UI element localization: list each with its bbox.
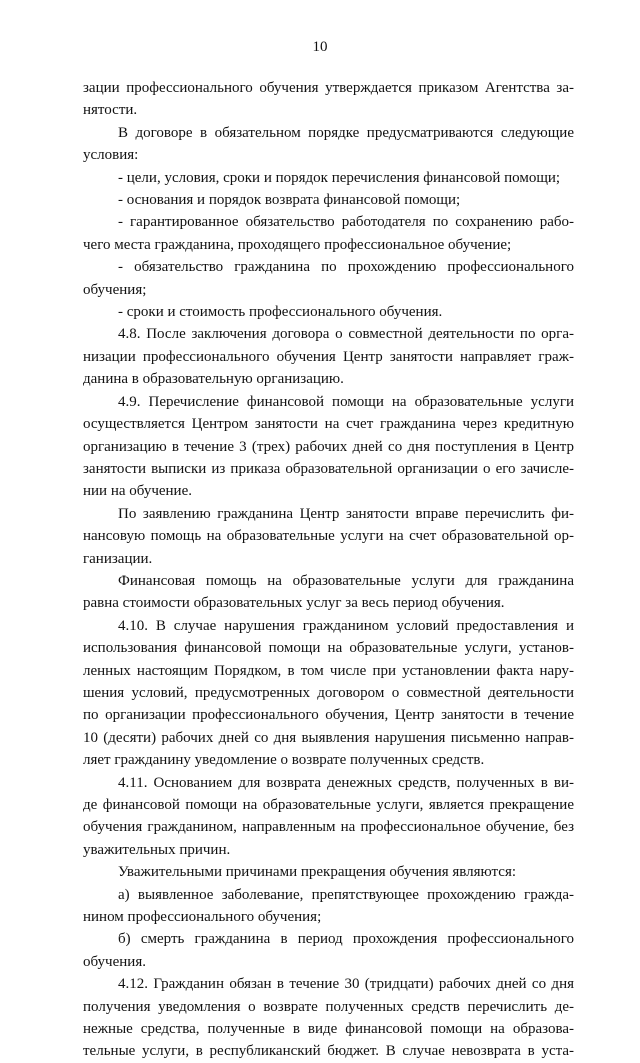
text-line: ленных настоящим Порядком, в том числе при установлении факта нару- (83, 662, 574, 679)
text-line: 4.8. После заключения договора о совместной деятельности по орга- (118, 326, 574, 343)
text-line: а) выявленное заболевание, препятствующее прохождению гражда- (118, 886, 574, 903)
text-line: б) смерть гражданина в период прохождения профессионального (118, 931, 574, 948)
text-line: данина в образовательную организацию. (83, 371, 344, 388)
text-line: - основания и порядок возврата финансовой помощи; (118, 192, 461, 209)
text-line: нятости. (83, 102, 138, 119)
text-line: осуществляется Центром занятости на счет гражданина через кредитную (83, 416, 574, 433)
text-line: нином профессионального обучения; (83, 909, 322, 926)
text-line: 4.10. В случае нарушения гражданином условий предоставления и (118, 617, 574, 634)
text-line: нансовую помощь на образовательные услуги на счет образовательной ор- (83, 528, 574, 545)
text-line: - сроки и стоимость профессионального обучения. (118, 304, 443, 321)
text-line: - обязательство гражданина по прохождению профессионального (118, 259, 574, 276)
text-line: Уважительными причинами прекращения обучения являются: (118, 864, 517, 881)
text-line: ганизации. (83, 550, 153, 567)
text-line: де финансовой помощи на образовательные услуги, является прекращение (83, 797, 574, 813)
text-line: Финансовая помощь на образовательные услуги для гражданина (118, 572, 574, 589)
text-line: низации профессионального обучения Центр занятости направляет граж- (83, 348, 574, 365)
text-line: зации профессионального обучения утверждается приказом Агентства за- (83, 80, 574, 96)
text-line: нии на обучение. (83, 483, 192, 500)
document-body (83, 77, 574, 1063)
text-line: занятости выписки из приказа образовательной организации о его зачисле- (83, 460, 574, 477)
text-line: 4.9. Перечисление финансовой помощи на образовательные услуги (118, 393, 574, 410)
text-line: 4.11. Основанием для возврата денежных средств, полученных в ви- (118, 774, 574, 791)
text-line: ляет гражданину уведомление о возврате полученных средств. (83, 752, 485, 769)
text-line: по организации профессионального обучения, Центр занятости в течение (83, 707, 574, 724)
text-line: обучения. (83, 953, 146, 970)
text-line: - цели, условия, сроки и порядок перечисления финансовой помощи; (118, 169, 561, 186)
text-line: 4.12. Гражданин обязан в течение 30 (тридцати) рабочих дней со дня (118, 976, 574, 993)
text-line: По заявлению гражданина Центр занятости вправе перечислить фи- (118, 505, 574, 522)
text-line: В договоре в обязательном порядке предусматриваются следующие (118, 124, 574, 141)
text-line: условия: (83, 147, 139, 164)
text-line: чего места гражданина, проходящего профессиональное обучение; (83, 236, 512, 253)
text-line: получения уведомления о возврате полученных средств перечислить де- (83, 998, 574, 1015)
text-line: 10 (десяти) рабочих дней со дня выявления нарушения письменно направ- (83, 729, 574, 746)
text-line: равна стоимости образовательных услуг за весь период обучения. (83, 595, 505, 612)
text-line: обучения гражданином, направленным на профессиональное обучение, без (83, 819, 574, 836)
text-line: шения условий, предусмотренных договором о совместной деятельности (83, 684, 574, 701)
text-line: нежные средства, полученные в виде финансовой помощи на образова- (83, 1021, 574, 1038)
text-line: использования финансовой помощи на образовательные услуги, установ- (83, 640, 574, 657)
text-line: обучения; (83, 281, 147, 298)
text-line: - гарантированное обязательство работодателя по сохранению рабо- (118, 214, 574, 231)
page-number: 10 (312, 39, 328, 55)
text-line: тельные услуги, в республиканский бюджет. В случае невозврата в уста- (83, 1043, 574, 1060)
text-line: уважительных причин. (83, 841, 231, 858)
text-line: организацию в течение 3 (трех) рабочих дней со дня поступления в Центр (83, 438, 574, 455)
